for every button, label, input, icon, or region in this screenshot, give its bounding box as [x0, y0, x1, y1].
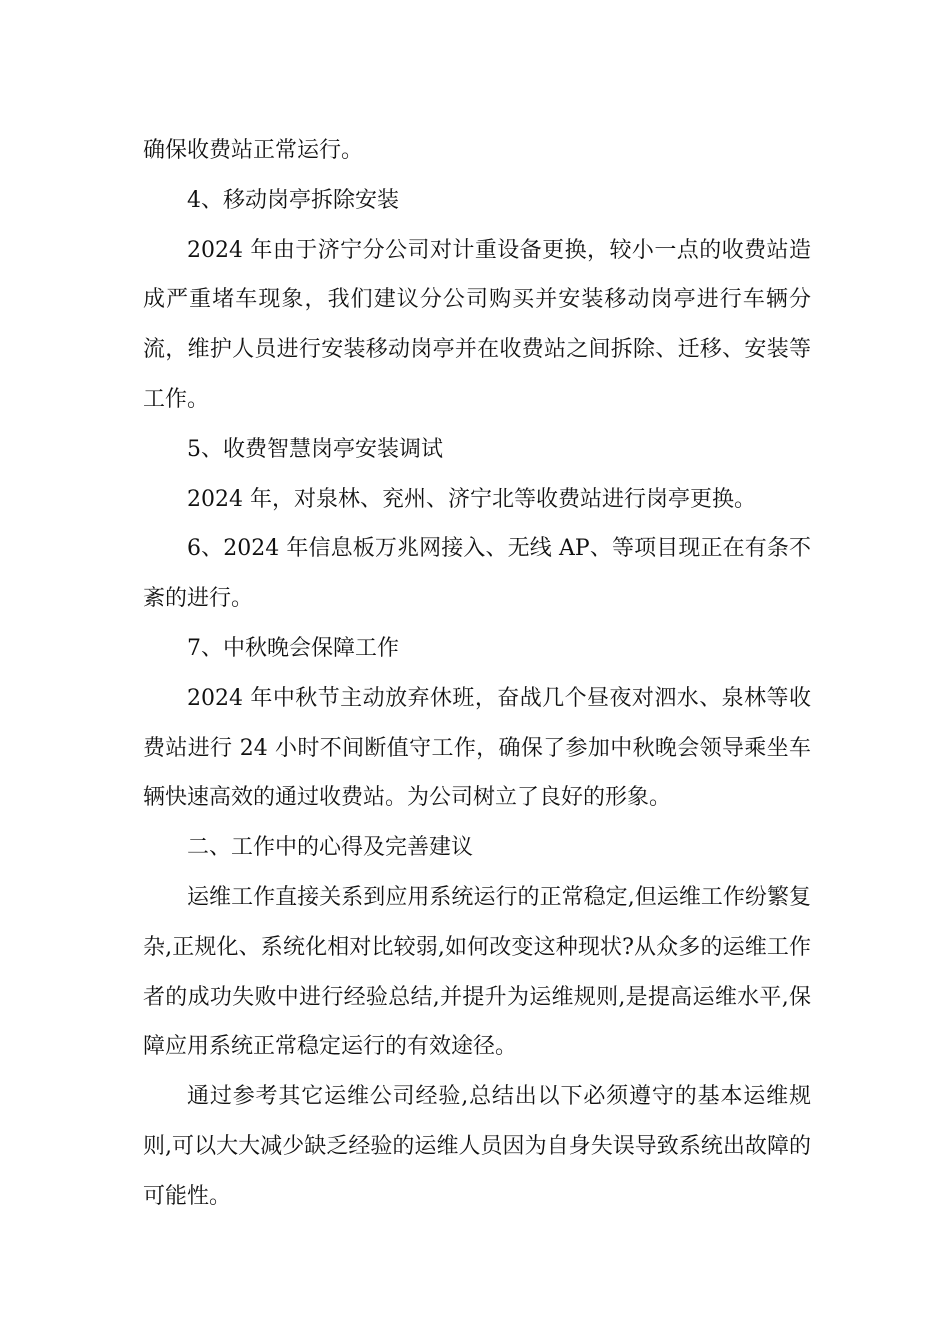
paragraph-continuation: 确保收费站正常运行。	[143, 138, 364, 163]
section-heading-two: 二、工作中的心得及完善建议	[187, 835, 474, 861]
paragraph-mid-autumn: 2024 年中秋节主动放弃休班，奋战几个昼夜对泗水、泉林等收费站进行 24 小时不间断值守工作，确保了参加中秋晚会领导乘坐车辆快速高效的通过收费站。为公司树立了良好的形象。	[143, 685, 811, 811]
section-heading-5: 5、收费智慧岗亭安装调试	[187, 436, 443, 462]
section-heading-4: 4、移动岗亭拆除安装	[187, 187, 399, 213]
paragraph-booth-replacement: 2024 年，对泉林、兖州、济宁北等收费站进行岗亭更换。	[187, 486, 756, 512]
document-body	[143, 126, 811, 1222]
section-heading-7: 7、中秋晚会保障工作	[187, 635, 399, 661]
paragraph-mobile-booth: 2024 年由于济宁分公司对计重设备更换，较小一点的收费站造成严重堵车现象，我们建议分公司购买并安装移动岗亭进行车辆分流，维护人员进行安装移动岗亭并在收费站之间拆除、迁移、安装等工作。	[143, 237, 811, 412]
paragraph-ops-experience: 运维工作直接关系到应用系统运行的正常稳定,但运维工作纷繁复杂,正规化、系统化相对比较弱,如何改变这种现状?从众多的运维工作者的成功失败中进行经验总结,并提升为运维规则,是提高运维水平,保障应用系统正常稳定运行的有效途径。	[143, 884, 811, 1060]
paragraph-item-6: 6、2024 年信息板万兆网接入、无线 AP、等项目现正在有条不紊的进行。	[143, 536, 811, 612]
paragraph-ops-rules: 通过参考其它运维公司经验,总结出以下必须遵守的基本运维规则,可以大大减少缺乏经验的运维人员因为自身失误导致系统出故障的可能性。	[143, 1084, 811, 1209]
